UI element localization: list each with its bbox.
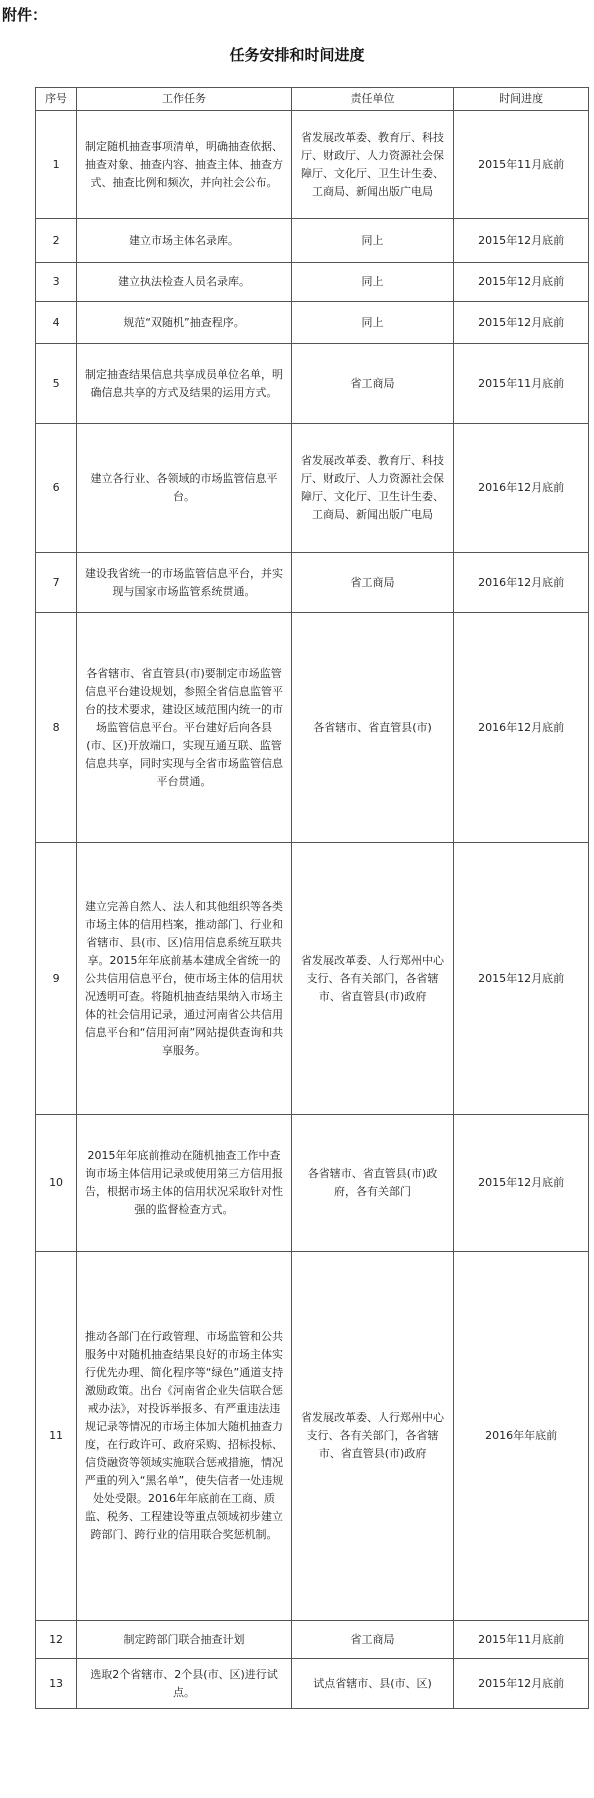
row-time: 2015年12月底前 — [454, 843, 589, 1115]
row-unit: 各省辖市、省直管县(市)政府，各有关部门 — [291, 1115, 453, 1252]
row-unit: 省发展改革委、人行郑州中心支行、各有关部门，各省辖市、省直管县(市)政府 — [291, 1252, 453, 1621]
row-num: 2 — [36, 219, 77, 263]
row-task: 2015年年底前推动在随机抽查工作中查询市场主体信用记录或使用第三方信用报告，根据市场主体的信用状况采取针对性强的监督检查方式。 — [77, 1115, 292, 1252]
row-task: 建立各行业、各领域的市场监管信息平台。 — [77, 424, 292, 553]
row-unit: 省发展改革委、教育厅、科技厅、财政厅、人力资源社会保障厅、文化厅、卫生计生委、工商局、新闻出版广电局 — [291, 424, 453, 553]
table-row — [36, 1621, 589, 1659]
table-row — [36, 344, 589, 424]
header-time: 时间进度 — [454, 88, 589, 111]
row-time: 2015年12月底前 — [454, 1115, 589, 1252]
row-unit: 同上 — [291, 302, 453, 344]
row-task: 建立完善自然人、法人和其他组织等各类市场主体的信用档案，推动部门、行业和省辖市、县(市、区)信用信息系统互联共享。2015年年底前基本建成全省统一的公共信用信息平台，使市场主体的信用状况透明可查。将随机抽查结果纳入市场主体的社会信用记录，通过河南省公共信用信息平台和“信用河南”网站提供查询和共享服务。 — [77, 843, 292, 1115]
attachment-label: 附件： — [2, 6, 48, 24]
row-unit: 试点省辖市、县(市、区) — [291, 1659, 453, 1709]
table-row — [36, 111, 589, 219]
row-time: 2015年11月底前 — [454, 344, 589, 424]
row-unit: 省工商局 — [291, 344, 453, 424]
row-num: 10 — [36, 1115, 77, 1252]
row-num: 6 — [36, 424, 77, 553]
row-task: 建立执法检查人员名录库。 — [77, 263, 292, 302]
table-row — [36, 1659, 589, 1709]
row-task: 建设我省统一的市场监管信息平台，并实现与国家市场监管系统贯通。 — [77, 553, 292, 613]
row-time: 2015年11月底前 — [454, 111, 589, 219]
row-unit: 省工商局 — [291, 1621, 453, 1659]
row-num: 5 — [36, 344, 77, 424]
row-time: 2015年11月底前 — [454, 1621, 589, 1659]
row-task: 建立市场主体名录库。 — [77, 219, 292, 263]
row-num: 9 — [36, 843, 77, 1115]
row-unit: 省发展改革委、教育厅、科技厅、财政厅、人力资源社会保障厅、文化厅、卫生计生委、工商局、新闻出版广电局 — [291, 111, 453, 219]
row-num: 7 — [36, 553, 77, 613]
schedule-table — [35, 87, 589, 1709]
table-row — [36, 553, 589, 613]
table-row — [36, 424, 589, 553]
header-task: 工作任务 — [77, 88, 292, 111]
row-num: 13 — [36, 1659, 77, 1709]
row-unit: 各省辖市、省直管县(市) — [291, 613, 453, 843]
table-row — [36, 263, 589, 302]
row-time: 2016年12月底前 — [454, 553, 589, 613]
row-num: 11 — [36, 1252, 77, 1621]
row-time: 2015年12月底前 — [454, 1659, 589, 1709]
row-time: 2015年12月底前 — [454, 219, 589, 263]
row-task: 制定跨部门联合抽查计划 — [77, 1621, 292, 1659]
row-task: 制定随机抽查事项清单，明确抽查依据、抽查对象、抽查内容、抽查主体、抽查方式、抽查比例和频次，并向社会公布。 — [77, 111, 292, 219]
row-num: 4 — [36, 302, 77, 344]
row-task: 规范“双随机”抽查程序。 — [77, 302, 292, 344]
row-unit: 省工商局 — [291, 553, 453, 613]
row-unit: 省发展改革委、人行郑州中心支行、各有关部门，各省辖市、省直管县(市)政府 — [291, 843, 453, 1115]
row-time: 2016年12月底前 — [454, 613, 589, 843]
row-time: 2015年12月底前 — [454, 263, 589, 302]
table-header-row — [36, 88, 589, 111]
table-row — [36, 1115, 589, 1252]
document-title: 任务安排和时间进度 — [229, 46, 365, 64]
row-task: 推动各部门在行政管理、市场监管和公共服务中对随机抽查结果良好的市场主体实行优先办理、简化程序等“绿色”通道支持激励政策。出台《河南省企业失信联合惩戒办法》，对投诉举报多、有严重违法违规记录等情况的市场主体加大随机抽查力度，在行政许可、政府采购、招标投标、信贷融资等领域实施联合惩戒措施，情况严重的列入“黑名单”，使失信者一处违规处处受限。2016年年底前在工商、质监、税务、工程建设等重点领域初步建立跨部门、跨行业的信用联合奖惩机制。 — [77, 1252, 292, 1621]
table-row — [36, 1252, 589, 1621]
row-task: 选取2个省辖市、2个县(市、区)进行试点。 — [77, 1659, 292, 1709]
table-row — [36, 219, 589, 263]
row-task: 各省辖市、省直管县(市)要制定市场监管信息平台建设规划，参照全省信息监管平台的技术要求，建设区域范围内统一的市场监管信息平台。平台建好后向各县(市、区)开放端口，实现互通互联、监管信息共享，同时实现与全省市场监管信息平台贯通。 — [77, 613, 292, 843]
table-row — [36, 302, 589, 344]
header-unit: 责任单位 — [291, 88, 453, 111]
row-unit: 同上 — [291, 263, 453, 302]
row-num: 1 — [36, 111, 77, 219]
row-num: 12 — [36, 1621, 77, 1659]
row-time: 2016年12月底前 — [454, 424, 589, 553]
row-num: 8 — [36, 613, 77, 843]
row-time: 2015年12月底前 — [454, 302, 589, 344]
table-row — [36, 843, 589, 1115]
header-num: 序号 — [36, 88, 77, 111]
row-unit: 同上 — [291, 219, 453, 263]
row-num: 3 — [36, 263, 77, 302]
row-time: 2016年年底前 — [454, 1252, 589, 1621]
row-task: 制定抽查结果信息共享成员单位名单，明确信息共享的方式及结果的运用方式。 — [77, 344, 292, 424]
table-row — [36, 613, 589, 843]
